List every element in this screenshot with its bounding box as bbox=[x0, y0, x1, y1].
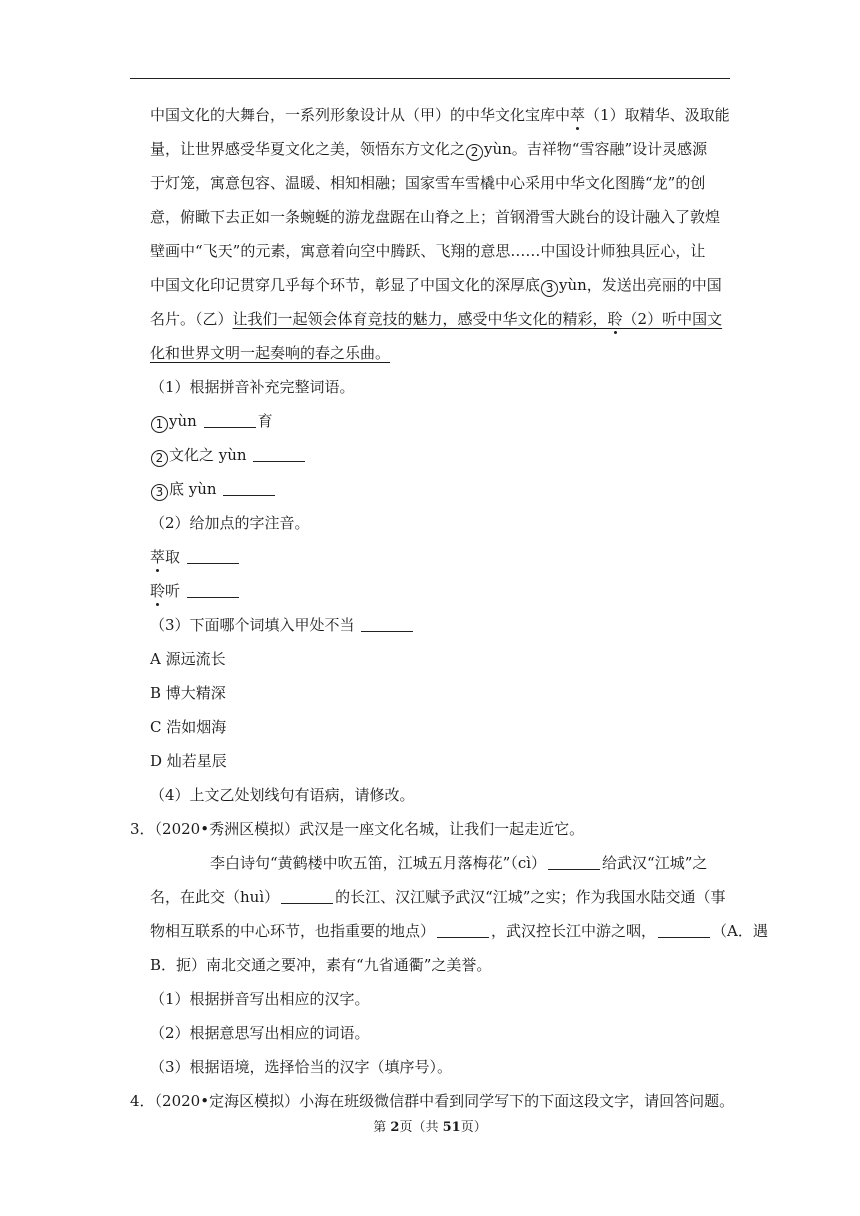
sub-question: （3）根据语境，选择恰当的汉字（填序号）。 bbox=[150, 1058, 453, 1076]
item-4 bbox=[130, 1084, 735, 1118]
circled-number: 2 bbox=[151, 450, 168, 467]
item-text: ，武汉控长江中游之咽， bbox=[491, 922, 657, 940]
answer-blank[interactable] bbox=[437, 922, 489, 938]
item-text: B．扼）南北交通之要冲，素有“九省通衢”之美誉。 bbox=[150, 956, 492, 974]
passage bbox=[150, 98, 730, 370]
passage-line: （1）取精华、汲取能 bbox=[585, 106, 730, 124]
passage-line: 壁画中“飞天”的元素，寓意着向空中腾跃、飞翔的意思……中国设计师独具匠心，让 bbox=[150, 242, 706, 260]
sub-question: （2）根据意思写出相应的词语。 bbox=[150, 1024, 370, 1042]
option-b: B 博大精深 bbox=[150, 684, 226, 702]
footer-text: 页（共 bbox=[399, 1120, 443, 1135]
option-d: D 灿若星辰 bbox=[150, 752, 227, 770]
question-title: （1）根据拼音补充完整词语。 bbox=[150, 378, 355, 396]
question-2 bbox=[150, 506, 730, 608]
answer-blank[interactable] bbox=[187, 582, 239, 598]
item-heading: 3．（2020•秀洲区模拟）武汉是一座文化名城，让我们一起走近它。 bbox=[130, 820, 585, 838]
dotted-char: 萃 bbox=[150, 548, 166, 566]
passage-line: yùn，发送出亮丽的中国 bbox=[559, 276, 722, 294]
page-footer bbox=[0, 1116, 860, 1135]
passage-line: 量，让世界感受华夏文化之美，领悟东方文化之 bbox=[150, 140, 466, 158]
question-title: （2）给加点的字注音。 bbox=[150, 514, 310, 532]
passage-line: 中国文化印记贯穿几乎每个环节，彰显了中国文化的深厚底 bbox=[150, 276, 541, 294]
dotted-char: 萃 bbox=[570, 106, 586, 124]
question-text: yùn bbox=[169, 412, 197, 430]
item-text: 物相互联系的中心环节，也指重要的地点） bbox=[150, 922, 436, 940]
question-text: 听 bbox=[165, 582, 181, 600]
page-content bbox=[130, 98, 768, 1118]
question-text: 育 bbox=[257, 412, 273, 430]
page-number: 2 bbox=[390, 1120, 400, 1135]
answer-blank[interactable] bbox=[187, 548, 239, 564]
item-text: 给武汉“江城”之 bbox=[602, 854, 708, 872]
header-rule bbox=[130, 78, 730, 79]
option-a: A 源远流长 bbox=[150, 650, 226, 668]
footer-text: 第 bbox=[373, 1120, 391, 1135]
passage-line: 意，俯瞰下去正如一条蜿蜒的游龙盘踞在山脊之上；首钢滑雪大跳台的设计融入了敦煌 bbox=[150, 208, 721, 226]
dotted-char: 聆 bbox=[607, 310, 623, 328]
question-3 bbox=[150, 608, 730, 778]
answer-blank[interactable] bbox=[253, 446, 305, 462]
question-1 bbox=[150, 370, 730, 506]
answer-blank[interactable] bbox=[548, 854, 600, 870]
item-text: 名，在此交（huì） bbox=[150, 888, 280, 906]
circled-number: 3 bbox=[541, 280, 558, 297]
item-text: 的长江、汉江赋予武汉“江城”之实；作为我国水陆交通（事 bbox=[335, 888, 726, 906]
question-title: （4）上文乙处划线句有语病，请修改。 bbox=[150, 786, 415, 804]
underlined-sentence: 化和世界文明一起奏响的春之乐曲。 bbox=[150, 344, 391, 362]
option-c: C 浩如烟海 bbox=[150, 718, 227, 736]
answer-blank[interactable] bbox=[281, 888, 333, 904]
question-text: 底 yùn bbox=[169, 480, 217, 498]
item-heading: 4．（2020•定海区模拟）小海在班级微信群中看到同学写下的下面这段文字，请回答问题。 bbox=[130, 1092, 735, 1110]
circled-number: 1 bbox=[151, 416, 168, 433]
answer-blank[interactable] bbox=[223, 480, 275, 496]
sub-question: （1）根据拼音写出相应的汉字。 bbox=[150, 990, 370, 1008]
question-title: （3）下面哪个词填入甲处不当 bbox=[150, 616, 355, 634]
circled-number: 2 bbox=[466, 144, 483, 161]
item-text: 李白诗句“黄鹤楼中吹五笛，江城五月落梅花”（cì） bbox=[210, 854, 547, 872]
passage-line: 于灯笼，寓意包容、温暖、相知相融；国家雪车雪橇中心采用中华文化图腾“龙”的创 bbox=[150, 174, 706, 192]
underlined-sentence: 让我们一起领会体育竞技的魅力，感受中华文化的精彩， bbox=[232, 310, 608, 328]
question-4 bbox=[150, 778, 730, 812]
page-total: 51 bbox=[442, 1120, 461, 1135]
underlined-sentence: （2）听中国文 bbox=[622, 310, 723, 328]
question-text: 取 bbox=[165, 548, 181, 566]
passage-line: 名片。（乙） bbox=[150, 310, 233, 328]
footer-text: 页） bbox=[460, 1120, 487, 1135]
item-text: （A．遇 bbox=[712, 922, 768, 940]
dotted-char: 聆 bbox=[150, 582, 166, 600]
answer-blank[interactable] bbox=[361, 616, 413, 632]
passage-line: yùn。吉祥物“雪容融”设计灵感源 bbox=[484, 140, 708, 158]
answer-blank[interactable] bbox=[204, 412, 256, 428]
answer-blank[interactable] bbox=[658, 922, 710, 938]
circled-number: 3 bbox=[151, 484, 168, 501]
question-text: 文化之 yùn bbox=[169, 446, 247, 464]
passage-line: 中国文化的大舞台，一系列形象设计从（甲）的中华文化宝库中 bbox=[150, 106, 571, 124]
item-3 bbox=[130, 812, 768, 1084]
